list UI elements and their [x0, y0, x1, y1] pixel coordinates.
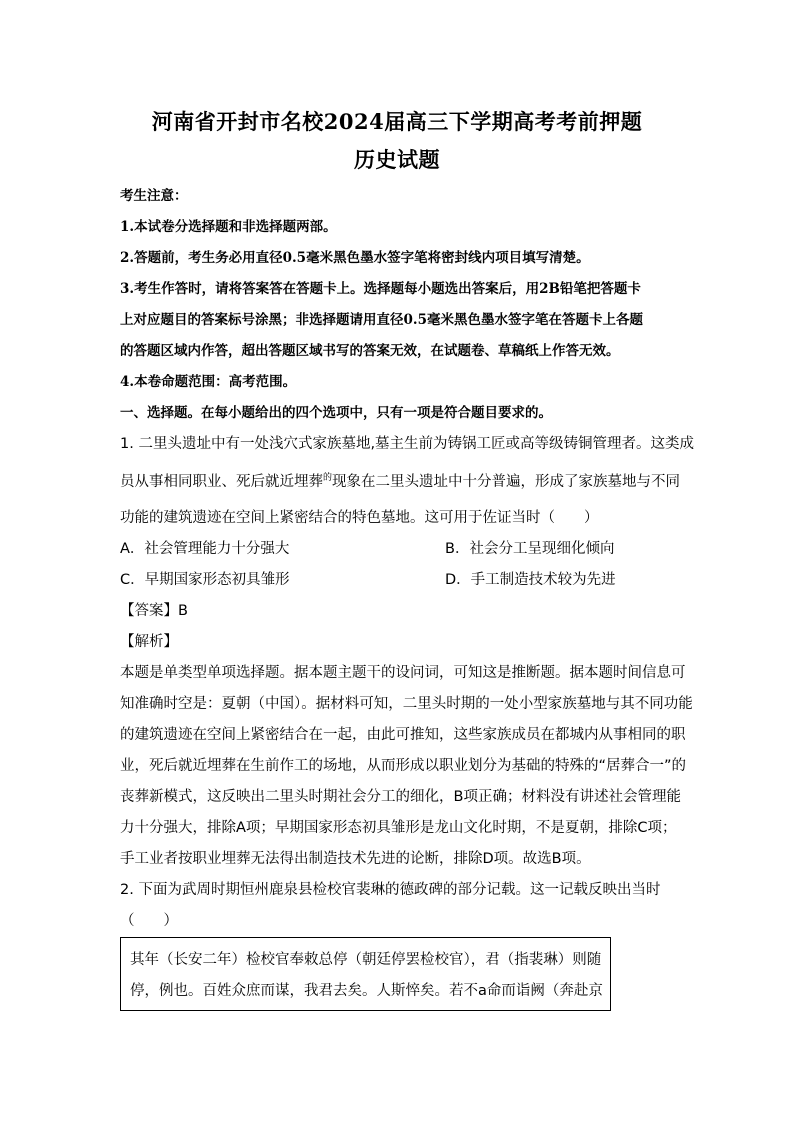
analysis-label: 【解析】	[120, 634, 178, 650]
analysis-line-2: 知准确时空是：夏朝（中国）。据材料可知，二里头时期的一处小型家族墓地与其不同功能	[120, 696, 693, 712]
answer-label: 【答案】B	[120, 603, 188, 619]
question-1-line-3: 功能的建筑遗迹在空间上紧密结合的特色墓地。这可用于佐证当时（ ）	[120, 510, 599, 526]
notice-item-3: 3.考生作答时，请将答案答在答题卡上。选择题每小题选出答案后，用2B铅笔把答题卡	[120, 281, 641, 297]
analysis-line-1: 本题是单类型单项选择题。据本题主题干的设问词，可知这是推断题。据本题时间信息可	[120, 665, 686, 681]
exam-title: 河南省开封市名校2024届高三下学期高考考前押题	[151, 109, 643, 134]
question-2-line-2: （ ）	[120, 913, 178, 929]
notice-heading: 考生注意：	[120, 188, 188, 204]
notice-item-2: 2.答题前，考生务必用直径0.5毫米黑色墨水签字笔将密封线内项目填写清楚。	[120, 250, 590, 266]
question-1-line-2b: 现象在二里头遗址中十分普遍，形成了家族墓地与不同	[332, 474, 681, 490]
quote-line-2: 停，例也。百姓众庶而谋，我君去矣。人斯悴矣。若不a命而诣阙（奔赴京	[130, 983, 603, 999]
quote-line-1: 其年（长安二年）检校官奉敕总停（朝廷停罢检校官），君（指裴琳）则随	[130, 952, 602, 968]
analysis-line-6: 力十分强大，排除A项；早期国家形态初具雏形是龙山文化时期，不是夏朝，排除C项；	[120, 820, 677, 836]
option-d: D．手工制造技术较为先进	[445, 572, 616, 588]
notice-item-3-end: 的答题区域内作答，超出答题区域书写的答案无效，在试题卷、草稿纸上作答无效。	[120, 343, 620, 359]
analysis-line-7: 手工业者按职业埋葬无法得出制造技术先进的论断，排除D项。故选B项。	[120, 851, 591, 867]
notice-item-4: 4.本卷命题范围：高考范围。	[120, 374, 297, 390]
section-heading: 一、选择题。在每小题给出的四个选项中，只有一项是符合题目要求的。	[120, 405, 552, 421]
option-a: A．社会管理能力十分强大	[120, 541, 290, 557]
exam-subtitle: 历史试题	[354, 147, 440, 172]
question-1-superscript: 的	[323, 473, 333, 483]
question-1-line-1: 1. 二里头遗址中有一处浅穴式家族墓地,墓主生前为铸锅工匠或高等级铸铜管理者。这类成	[120, 436, 695, 452]
notice-item-3-cont: 上对应题目的答案标号涂黑；非选择题请用直径0.5毫米黑色墨水签字笔在答题卡上各题	[120, 312, 643, 328]
question-1-line-2a: 员从事相同职业、死后就近埋葬	[120, 474, 323, 490]
analysis-line-4: 业，死后就近埋葬在生前作工的场地，从而形成以职业划分为基础的特殊的“居葬合一”的	[120, 758, 687, 774]
question-1-line-2	[120, 472, 680, 492]
analysis-line-3: 的建筑遗迹在空间上紧密结合在一起，由此可推知，这些家族成员在都城内从事相同的职	[120, 727, 686, 743]
option-c: C．早期国家形态初具雏形	[120, 572, 290, 588]
notice-item-1: 1.本试卷分选择题和非选择题两部。	[120, 219, 337, 235]
question-2-line-1: 2. 下面为武周时期恒州鹿泉县检校官裴琳的德政碑的部分记载。这一记载反映出当时	[120, 882, 661, 898]
analysis-line-5: 丧葬新模式，这反映出二里头时期社会分工的细化，B项正确；材料没有讲述社会管理能	[120, 789, 681, 805]
option-b: B．社会分工呈现细化倾向	[445, 541, 615, 557]
quote-box	[120, 937, 611, 1011]
